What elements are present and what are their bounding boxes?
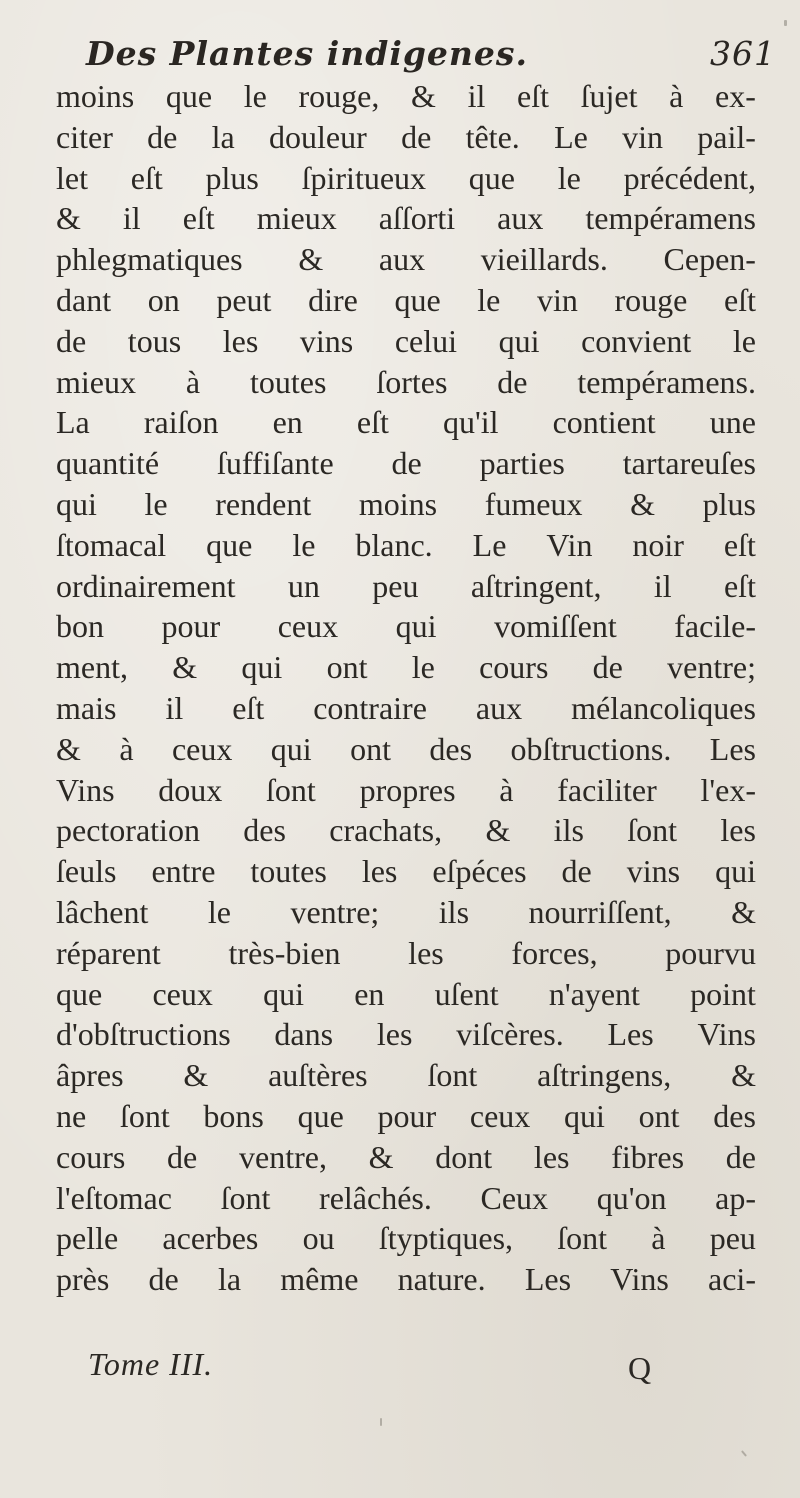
signature-mark: Q xyxy=(628,1350,652,1386)
body-text xyxy=(56,76,756,1300)
text-line: let eſt plus ſpiritueux que le précédent, xyxy=(56,159,756,196)
text-line: pelle acerbes ou ſtyptiques, ſont à peu xyxy=(56,1220,756,1257)
text-line: & il eſt mieux aſſorti aux tempéramens xyxy=(56,200,756,237)
text-line: moins que le rouge, & il eſt ſujet à ex- xyxy=(56,78,756,114)
text-line: Vins doux ſont propres à faciliter l'ex- xyxy=(56,771,756,808)
page-footer xyxy=(88,1346,688,1390)
text-line: phlegmatiques & aux vieillards. Cepen- xyxy=(56,241,756,278)
running-head xyxy=(86,30,776,78)
text-line: citer de la douleur de tête. Le vin pail- xyxy=(56,118,756,155)
text-line: âpres & auſtères ſont aſtringens, & xyxy=(56,1057,756,1094)
text-line: ment, & qui ont le cours de ventre; xyxy=(56,649,756,686)
text-line: réparent très-bien les forces, pourvu xyxy=(56,934,756,971)
text-line: dant on peut dire que le vin rouge eſt xyxy=(56,281,756,318)
volume-label: Tome III. xyxy=(88,1346,214,1382)
text-line: quantité ſuffiſante de parties tartareuſes xyxy=(56,445,756,482)
text-line: mais il eſt contraire aux mélancoliques xyxy=(56,689,756,726)
text-line: qui le rendent moins fumeux & plus xyxy=(56,485,756,522)
text-line: ne ſont bons que pour ceux qui ont des xyxy=(56,1097,756,1134)
running-head-title: Des Plantes indigenes. xyxy=(86,34,528,73)
text-line: lâchent le ventre; ils nourriſſent, & xyxy=(56,893,756,930)
paper-speck xyxy=(784,20,787,26)
paper-speck xyxy=(741,1450,747,1457)
text-line: ſtomacal que le blanc. Le Vin noir eſt xyxy=(56,526,756,563)
text-line: que ceux qui en uſent n'ayent point xyxy=(56,975,756,1012)
text-line: mieux à toutes ſortes de tempéramens. xyxy=(56,363,756,400)
text-line: de tous les vins celui qui convient le xyxy=(56,322,756,359)
text-line: La raiſon en eſt qu'il contient une xyxy=(56,404,756,441)
text-line: cours de ventre, & dont les fibres de xyxy=(56,1138,756,1175)
text-line: bon pour ceux qui vomiſſent facile- xyxy=(56,608,756,645)
text-line: l'eſtomac ſont relâchés. Ceux qu'on ap- xyxy=(56,1179,756,1216)
page-number: 361 xyxy=(710,34,776,73)
text-line: ordinairement un peu aſtringent, il eſt xyxy=(56,567,756,604)
text-line: & à ceux qui ont des obſtructions. Les xyxy=(56,730,756,767)
text-line: près de la même nature. Les Vins aci- xyxy=(56,1261,756,1298)
paper-speck xyxy=(380,1418,382,1426)
text-line: pectoration des crachats, & ils ſont les xyxy=(56,812,756,849)
text-line: ſeuls entre toutes les eſpéces de vins qui xyxy=(56,853,756,890)
text-line: d'obſtructions dans les viſcères. Les Vins xyxy=(56,1016,756,1053)
